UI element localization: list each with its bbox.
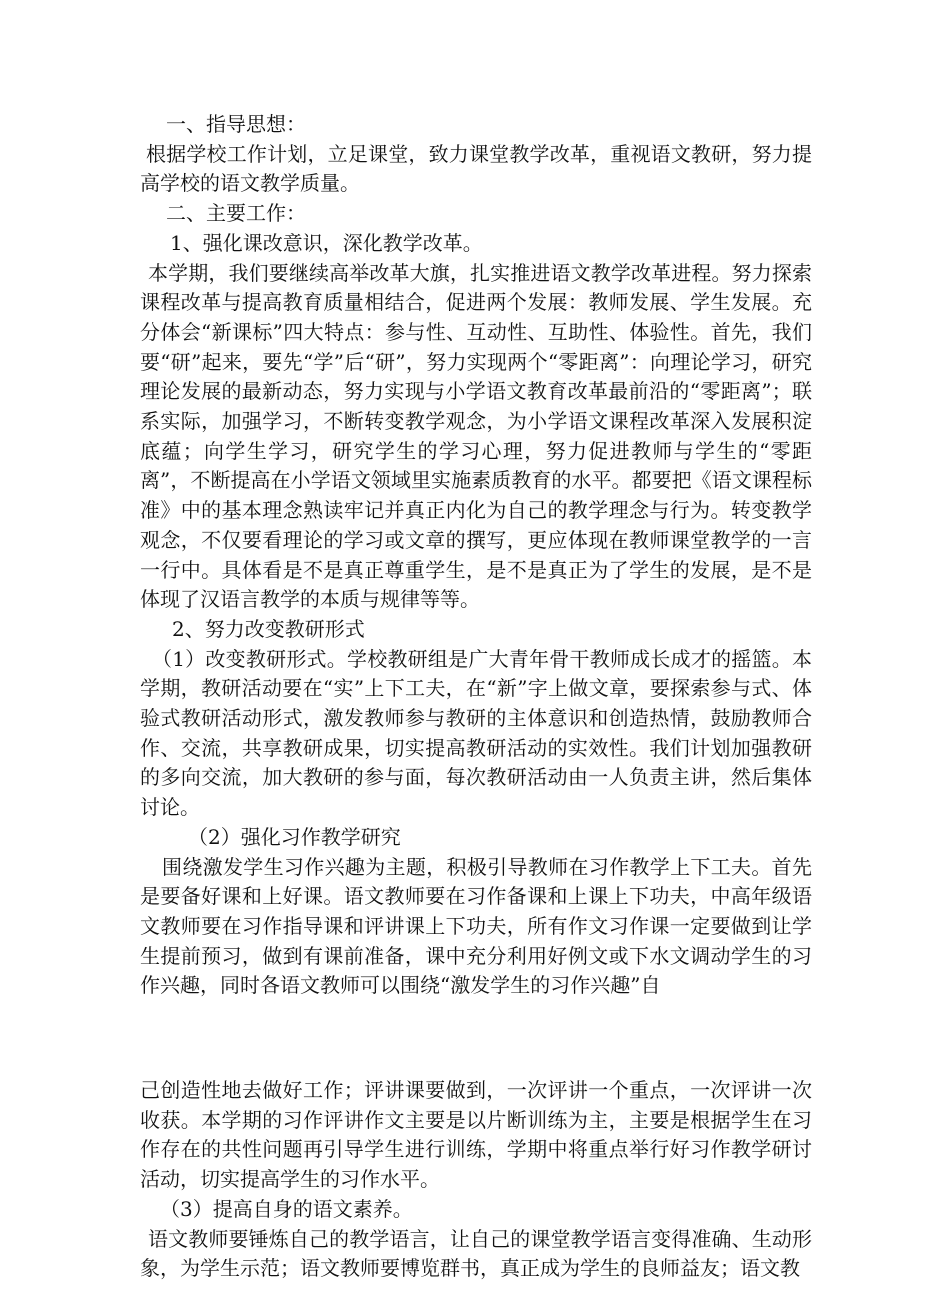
sub2-paragraph-part1: 围绕激发学生习作兴趣为主题，积极引导教师在习作教学上下工夫。首先是要备好课和上好课。语文教师要在习作备课和上课上下功夫，中高年级语文教师要在习作指导课和评讲课上下功夫，所有作文习作课一定要做到让学生提前预习，做到有课前准备，课中充分利用好例文或下水文调动学生的习作兴趣，同时各语文教师可以围绕“激发学生的习作兴趣”自 (140, 854, 812, 998)
document-text-upper (140, 110, 812, 1001)
item2-heading: 2、努力改变教研形式 (172, 616, 365, 641)
section2-heading: 二、主要工作： (166, 201, 306, 226)
sub3-paragraph: 语文教师要锤炼自己的教学语言，让自己的课堂教学语言变得准确、生动形象，为学生示范；语文教师要博览群书，真正成为学生的良师益友；语文教 (140, 1226, 812, 1281)
sub2-paragraph-part2: 己创造性地去做好工作；评讲课要做到，一次评讲一个重点，一次评讲一次收获。本学期的习作评讲作文主要是以片断训练为主，主要是根据学生在习作存在的共性问题再引导学生进行训练，学期中将重点举行好习作教学研讨活动，切实提高学生的习作水平。 (140, 1078, 812, 1192)
sub1-paragraph: （1）改变教研形式。学校教研组是广大青年骨干教师成长成才的摇篮。本学期，教研活动要在“实”上下工夫，在“新”字上做文章，要探索参与式、体验式教研活动形式，激发教师参与教研的主体意识和创造热情，鼓励教师合作、交流，共享教研成果，切实提高教研活动的实效性。我们计划加强教研的多向交流，加大教研的参与面，每次教研活动由一人负责主讲，然后集体讨论。 (140, 646, 812, 820)
section1-paragraph: 根据学校工作计划，立足课堂，致力课堂教学改革，重视语文教研，努力提高学校的语文教学质量。 (140, 141, 812, 196)
item1-heading: 1、强化课改意识，深化教学改革。 (170, 230, 483, 255)
section1-heading: 一、指导思想： (166, 112, 306, 136)
sub2-heading: （2）强化习作教学研究 (188, 824, 401, 849)
sub3-heading: （3）提高自身的语文素养。 (160, 1196, 413, 1221)
item1-paragraph: 本学期，我们要继续高举改革大旗，扎实推进语文教学改革进程。努力探索课程改革与提高教育质量相结合，促进两个发展：教师发展、学生发展。充分体会“新课标”四大特点：参与性、互动性、互助性、体验性。首先，我们要“研”起来，要先“学”后“研”，努力实现两个“零距离”：向理论学习，研究理论发展的最新动态，努力实现与小学语文教育改革最前沿的“零距离”；联系实际，加强学习，不断转变教学观念，为小学语文课程改革深入发展积淀底蕴；向学生学习，研究学生的学习心理，努力促进教师与学生的“零距离”，不断提高在小学语文领域里实施素质教育的水平。都要把《语文课程标准》中的基本理念熟读牢记并真正内化为自己的教学理念与行为。转变教学观念，不仅要看理论的学习或文章的撰写，更应体现在教师课堂教学的一言一行中。具体看是不是真正尊重学生，是不是真正为了学生的发展，是不是体现了汉语言教学的本质与规律等等。 (140, 260, 812, 612)
document-text-lower (140, 1076, 812, 1284)
